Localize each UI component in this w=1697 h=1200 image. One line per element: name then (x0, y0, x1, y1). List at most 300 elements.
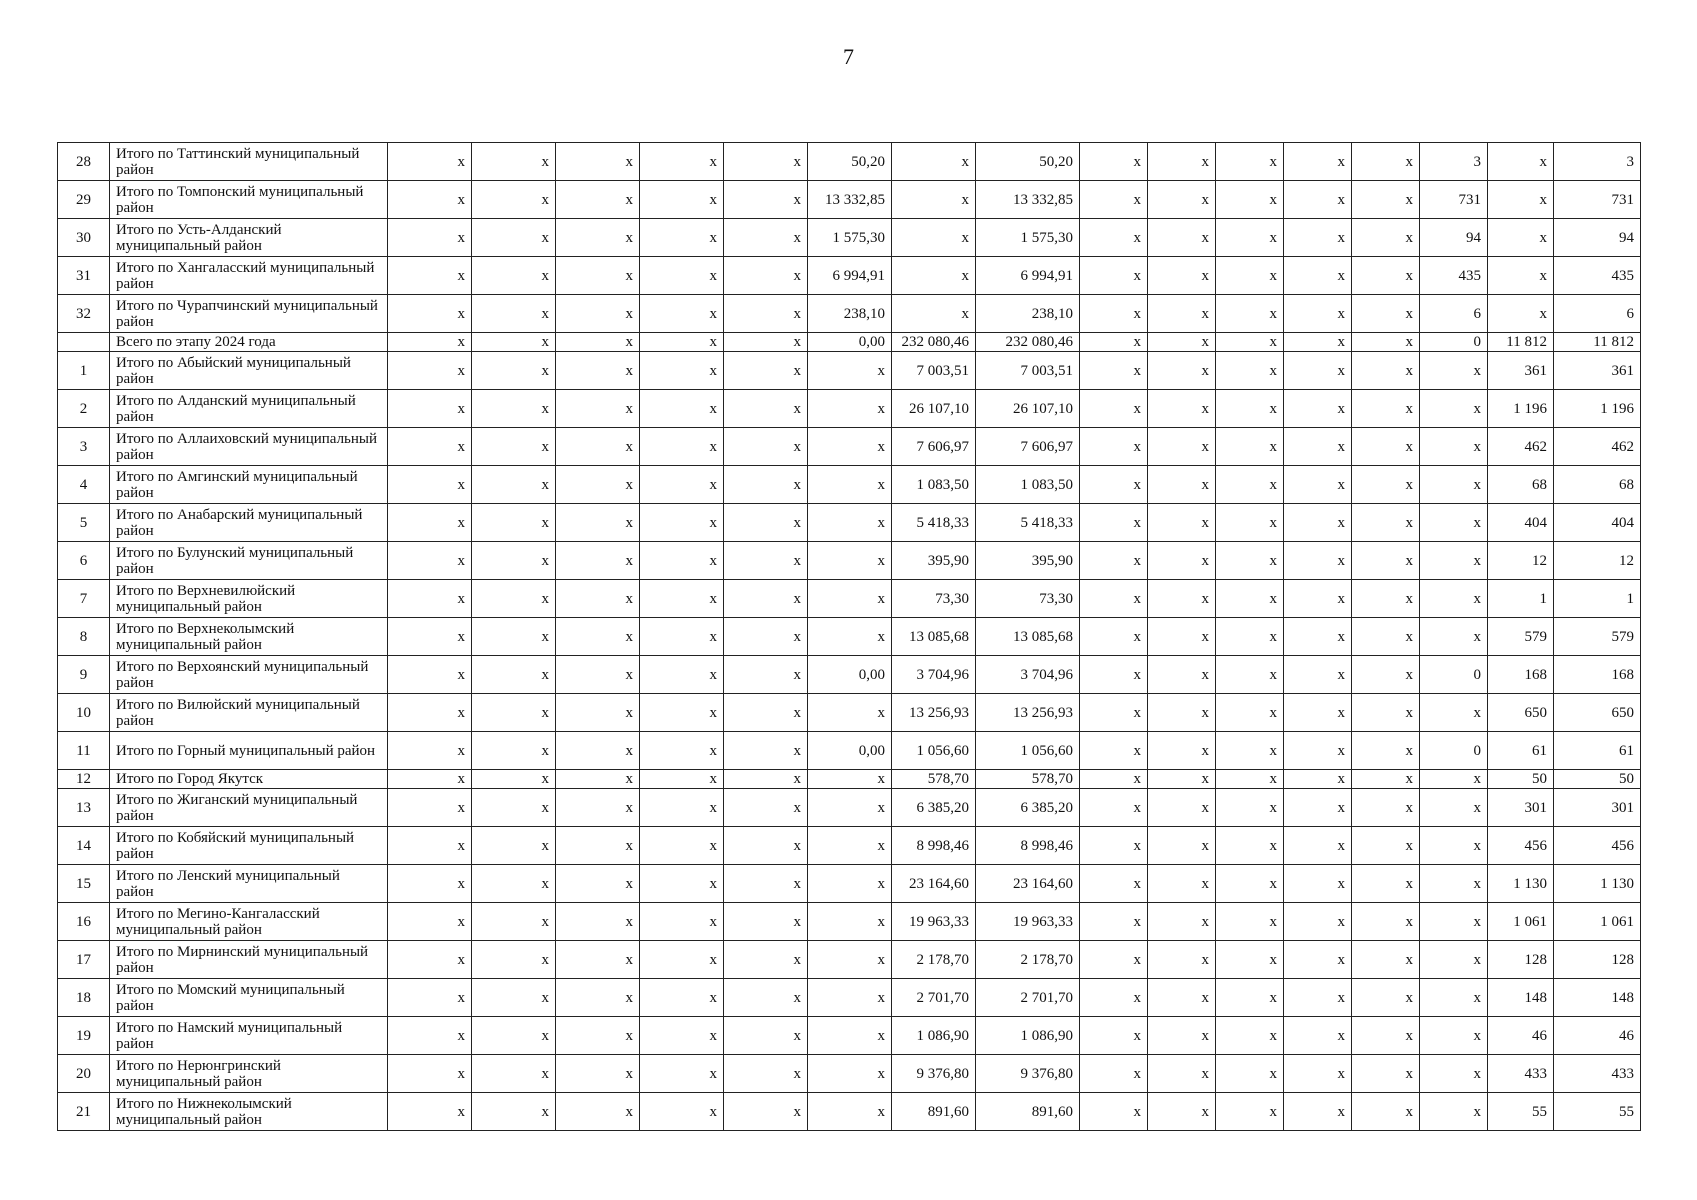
value-cell-col-13: x (1216, 941, 1284, 979)
value-cell-col-17: 1 130 (1488, 865, 1554, 903)
value-cell-col-7: x (724, 1055, 808, 1093)
value-cell-col-11: x (1080, 789, 1148, 827)
value-cell-col-18: 1 (1554, 580, 1641, 618)
value-cell-col-14: x (1284, 504, 1352, 542)
table-row (58, 1017, 1641, 1055)
value-cell-col-15: x (1352, 770, 1420, 789)
value-cell-col-3: x (388, 865, 472, 903)
value-cell-col-17: 168 (1488, 656, 1554, 694)
value-cell-col-13: x (1216, 466, 1284, 504)
value-cell-col-13: x (1216, 903, 1284, 941)
value-cell-col-7: x (724, 181, 808, 219)
table-row (58, 1055, 1641, 1093)
value-cell-col-6: x (640, 732, 724, 770)
value-cell-col-3: x (388, 1093, 472, 1131)
value-cell-col-10: 3 704,96 (976, 656, 1080, 694)
table-row (58, 865, 1641, 903)
value-cell-col-9: 5 418,33 (892, 504, 976, 542)
value-cell-col-16: 0 (1420, 333, 1488, 352)
report-table (57, 142, 1641, 1131)
row-number: 3 (58, 428, 110, 466)
value-cell-col-5: x (556, 789, 640, 827)
value-cell-col-9: 13 085,68 (892, 618, 976, 656)
district-name: Итого по Верхоянский муниципальный район (110, 656, 388, 694)
value-cell-col-13: x (1216, 542, 1284, 580)
value-cell-col-12: x (1148, 295, 1216, 333)
value-cell-col-17: x (1488, 181, 1554, 219)
value-cell-col-18: 46 (1554, 1017, 1641, 1055)
value-cell-col-4: x (472, 979, 556, 1017)
value-cell-col-18: 148 (1554, 979, 1641, 1017)
value-cell-col-3: x (388, 941, 472, 979)
row-number: 32 (58, 295, 110, 333)
value-cell-col-4: x (472, 865, 556, 903)
value-cell-col-16: x (1420, 941, 1488, 979)
value-cell-col-11: x (1080, 580, 1148, 618)
district-name: Итого по Момский муниципальный район (110, 979, 388, 1017)
value-cell-col-13: x (1216, 143, 1284, 181)
value-cell-col-10: 19 963,33 (976, 903, 1080, 941)
value-cell-col-14: x (1284, 941, 1352, 979)
value-cell-col-9: 1 083,50 (892, 466, 976, 504)
value-cell-col-8: x (808, 618, 892, 656)
table-row (58, 428, 1641, 466)
value-cell-col-10: 2 701,70 (976, 979, 1080, 1017)
value-cell-col-10: 6 994,91 (976, 257, 1080, 295)
district-name: Итого по Хангаласский муниципальный район (110, 257, 388, 295)
value-cell-col-18: 579 (1554, 618, 1641, 656)
value-cell-col-10: 891,60 (976, 1093, 1080, 1131)
value-cell-col-8: x (808, 390, 892, 428)
value-cell-col-16: x (1420, 827, 1488, 865)
value-cell-col-3: x (388, 656, 472, 694)
value-cell-col-13: x (1216, 618, 1284, 656)
value-cell-col-15: x (1352, 580, 1420, 618)
table-row (58, 466, 1641, 504)
value-cell-col-6: x (640, 143, 724, 181)
value-cell-col-18: 361 (1554, 352, 1641, 390)
value-cell-col-18: 6 (1554, 295, 1641, 333)
value-cell-col-4: x (472, 827, 556, 865)
value-cell-col-16: 6 (1420, 295, 1488, 333)
value-cell-col-10: 13 085,68 (976, 618, 1080, 656)
value-cell-col-3: x (388, 390, 472, 428)
table-row (58, 656, 1641, 694)
value-cell-col-15: x (1352, 903, 1420, 941)
value-cell-col-9: 2 178,70 (892, 941, 976, 979)
value-cell-col-7: x (724, 732, 808, 770)
row-number: 5 (58, 504, 110, 542)
district-name: Итого по Ленский муниципальный район (110, 865, 388, 903)
value-cell-col-12: x (1148, 903, 1216, 941)
value-cell-col-8: 238,10 (808, 295, 892, 333)
value-cell-col-13: x (1216, 827, 1284, 865)
table-row (58, 542, 1641, 580)
value-cell-col-11: x (1080, 618, 1148, 656)
value-cell-col-15: x (1352, 466, 1420, 504)
value-cell-col-6: x (640, 941, 724, 979)
value-cell-col-8: 0,00 (808, 333, 892, 352)
table-row (58, 580, 1641, 618)
value-cell-col-4: x (472, 257, 556, 295)
table-row (58, 295, 1641, 333)
value-cell-col-8: x (808, 789, 892, 827)
value-cell-col-12: x (1148, 618, 1216, 656)
value-cell-col-10: 6 385,20 (976, 789, 1080, 827)
value-cell-col-3: x (388, 352, 472, 390)
value-cell-col-5: x (556, 732, 640, 770)
value-cell-col-7: x (724, 656, 808, 694)
value-cell-col-8: x (808, 1017, 892, 1055)
value-cell-col-16: 0 (1420, 732, 1488, 770)
value-cell-col-5: x (556, 181, 640, 219)
value-cell-col-7: x (724, 979, 808, 1017)
value-cell-col-4: x (472, 352, 556, 390)
value-cell-col-12: x (1148, 333, 1216, 352)
value-cell-col-3: x (388, 770, 472, 789)
row-number: 30 (58, 219, 110, 257)
value-cell-col-5: x (556, 656, 640, 694)
value-cell-col-13: x (1216, 580, 1284, 618)
district-name: Итого по Усть-Алданский муниципальный район (110, 219, 388, 257)
value-cell-col-16: x (1420, 979, 1488, 1017)
value-cell-col-8: 0,00 (808, 656, 892, 694)
value-cell-col-11: x (1080, 143, 1148, 181)
row-number (58, 333, 110, 352)
value-cell-col-15: x (1352, 143, 1420, 181)
value-cell-col-15: x (1352, 789, 1420, 827)
value-cell-col-12: x (1148, 732, 1216, 770)
value-cell-col-6: x (640, 1093, 724, 1131)
value-cell-col-15: x (1352, 257, 1420, 295)
value-cell-col-5: x (556, 979, 640, 1017)
value-cell-col-17: x (1488, 143, 1554, 181)
value-cell-col-7: x (724, 333, 808, 352)
value-cell-col-16: 435 (1420, 257, 1488, 295)
district-name: Итого по Анабарский муниципальный район (110, 504, 388, 542)
value-cell-col-16: x (1420, 542, 1488, 580)
value-cell-col-13: x (1216, 1017, 1284, 1055)
value-cell-col-15: x (1352, 865, 1420, 903)
value-cell-col-3: x (388, 979, 472, 1017)
value-cell-col-11: x (1080, 865, 1148, 903)
value-cell-col-5: x (556, 770, 640, 789)
value-cell-col-12: x (1148, 390, 1216, 428)
value-cell-col-6: x (640, 865, 724, 903)
table-row (58, 827, 1641, 865)
value-cell-col-14: x (1284, 466, 1352, 504)
value-cell-col-10: 1 575,30 (976, 219, 1080, 257)
value-cell-col-11: x (1080, 542, 1148, 580)
value-cell-col-8: x (808, 903, 892, 941)
value-cell-col-12: x (1148, 352, 1216, 390)
value-cell-col-8: x (808, 827, 892, 865)
value-cell-col-13: x (1216, 181, 1284, 219)
row-number: 18 (58, 979, 110, 1017)
value-cell-col-13: x (1216, 428, 1284, 466)
value-cell-col-4: x (472, 903, 556, 941)
value-cell-col-13: x (1216, 979, 1284, 1017)
row-number: 31 (58, 257, 110, 295)
value-cell-col-6: x (640, 903, 724, 941)
value-cell-col-4: x (472, 504, 556, 542)
value-cell-col-4: x (472, 656, 556, 694)
value-cell-col-6: x (640, 295, 724, 333)
value-cell-col-18: 12 (1554, 542, 1641, 580)
value-cell-col-17: 650 (1488, 694, 1554, 732)
value-cell-col-17: 148 (1488, 979, 1554, 1017)
value-cell-col-10: 395,90 (976, 542, 1080, 580)
value-cell-col-16: x (1420, 1017, 1488, 1055)
value-cell-col-3: x (388, 618, 472, 656)
value-cell-col-15: x (1352, 1017, 1420, 1055)
value-cell-col-14: x (1284, 181, 1352, 219)
value-cell-col-4: x (472, 1055, 556, 1093)
value-cell-col-6: x (640, 580, 724, 618)
value-cell-col-6: x (640, 789, 724, 827)
value-cell-col-11: x (1080, 352, 1148, 390)
value-cell-col-12: x (1148, 789, 1216, 827)
value-cell-col-8: x (808, 979, 892, 1017)
value-cell-col-14: x (1284, 1055, 1352, 1093)
value-cell-col-9: 1 086,90 (892, 1017, 976, 1055)
district-name: Итого по Алданский муниципальный район (110, 390, 388, 428)
table-row (58, 979, 1641, 1017)
value-cell-col-17: 128 (1488, 941, 1554, 979)
value-cell-col-9: x (892, 257, 976, 295)
value-cell-col-18: 50 (1554, 770, 1641, 789)
district-name: Итого по Вилюйский муниципальный район (110, 694, 388, 732)
value-cell-col-11: x (1080, 656, 1148, 694)
table-row (58, 143, 1641, 181)
value-cell-col-15: x (1352, 656, 1420, 694)
value-cell-col-13: x (1216, 1055, 1284, 1093)
value-cell-col-8: 13 332,85 (808, 181, 892, 219)
value-cell-col-7: x (724, 295, 808, 333)
value-cell-col-13: x (1216, 865, 1284, 903)
value-cell-col-15: x (1352, 941, 1420, 979)
table-row (58, 941, 1641, 979)
table-row (58, 618, 1641, 656)
value-cell-col-7: x (724, 504, 808, 542)
value-cell-col-10: 7 003,51 (976, 352, 1080, 390)
value-cell-col-6: x (640, 542, 724, 580)
value-cell-col-14: x (1284, 352, 1352, 390)
value-cell-col-12: x (1148, 143, 1216, 181)
value-cell-col-13: x (1216, 789, 1284, 827)
value-cell-col-9: 26 107,10 (892, 390, 976, 428)
value-cell-col-16: x (1420, 903, 1488, 941)
value-cell-col-16: 731 (1420, 181, 1488, 219)
value-cell-col-18: 3 (1554, 143, 1641, 181)
value-cell-col-12: x (1148, 504, 1216, 542)
value-cell-col-6: x (640, 1017, 724, 1055)
value-cell-col-5: x (556, 390, 640, 428)
value-cell-col-4: x (472, 941, 556, 979)
row-number: 28 (58, 143, 110, 181)
value-cell-col-6: x (640, 181, 724, 219)
value-cell-col-13: x (1216, 694, 1284, 732)
value-cell-col-12: x (1148, 979, 1216, 1017)
value-cell-col-10: 13 256,93 (976, 694, 1080, 732)
value-cell-col-11: x (1080, 979, 1148, 1017)
value-cell-col-12: x (1148, 827, 1216, 865)
value-cell-col-8: x (808, 542, 892, 580)
value-cell-col-18: 1 061 (1554, 903, 1641, 941)
value-cell-col-4: x (472, 580, 556, 618)
value-cell-col-9: 1 056,60 (892, 732, 976, 770)
value-cell-col-7: x (724, 789, 808, 827)
value-cell-col-14: x (1284, 865, 1352, 903)
value-cell-col-15: x (1352, 333, 1420, 352)
value-cell-col-5: x (556, 428, 640, 466)
value-cell-col-9: x (892, 181, 976, 219)
value-cell-col-6: x (640, 390, 724, 428)
row-number: 14 (58, 827, 110, 865)
value-cell-col-17: 1 196 (1488, 390, 1554, 428)
district-name: Итого по Верхневилюйский муниципальный район (110, 580, 388, 618)
value-cell-col-11: x (1080, 181, 1148, 219)
value-cell-col-18: 68 (1554, 466, 1641, 504)
value-cell-col-3: x (388, 1017, 472, 1055)
value-cell-col-9: x (892, 143, 976, 181)
value-cell-col-10: 23 164,60 (976, 865, 1080, 903)
value-cell-col-17: x (1488, 257, 1554, 295)
value-cell-col-11: x (1080, 466, 1148, 504)
value-cell-col-10: 26 107,10 (976, 390, 1080, 428)
value-cell-col-16: x (1420, 865, 1488, 903)
district-name: Итого по Булунский муниципальный район (110, 542, 388, 580)
value-cell-col-12: x (1148, 656, 1216, 694)
value-cell-col-12: x (1148, 941, 1216, 979)
value-cell-col-16: 0 (1420, 656, 1488, 694)
value-cell-col-15: x (1352, 979, 1420, 1017)
value-cell-col-15: x (1352, 428, 1420, 466)
value-cell-col-18: 94 (1554, 219, 1641, 257)
value-cell-col-4: x (472, 770, 556, 789)
value-cell-col-12: x (1148, 865, 1216, 903)
value-cell-col-13: x (1216, 219, 1284, 257)
value-cell-col-4: x (472, 295, 556, 333)
value-cell-col-11: x (1080, 257, 1148, 295)
value-cell-col-16: x (1420, 618, 1488, 656)
value-cell-col-17: 46 (1488, 1017, 1554, 1055)
value-cell-col-6: x (640, 618, 724, 656)
value-cell-col-6: x (640, 257, 724, 295)
value-cell-col-7: x (724, 143, 808, 181)
value-cell-col-11: x (1080, 732, 1148, 770)
value-cell-col-7: x (724, 1093, 808, 1131)
value-cell-col-6: x (640, 428, 724, 466)
value-cell-col-17: 579 (1488, 618, 1554, 656)
value-cell-col-3: x (388, 694, 472, 732)
value-cell-col-15: x (1352, 1055, 1420, 1093)
value-cell-col-18: 55 (1554, 1093, 1641, 1131)
value-cell-col-17: 68 (1488, 466, 1554, 504)
value-cell-col-14: x (1284, 333, 1352, 352)
value-cell-col-16: x (1420, 789, 1488, 827)
value-cell-col-17: 433 (1488, 1055, 1554, 1093)
value-cell-col-4: x (472, 694, 556, 732)
value-cell-col-14: x (1284, 295, 1352, 333)
value-cell-col-9: 578,70 (892, 770, 976, 789)
value-cell-col-14: x (1284, 827, 1352, 865)
value-cell-col-15: x (1352, 542, 1420, 580)
value-cell-col-9: 9 376,80 (892, 1055, 976, 1093)
value-cell-col-13: x (1216, 390, 1284, 428)
value-cell-col-11: x (1080, 1017, 1148, 1055)
value-cell-col-13: x (1216, 770, 1284, 789)
value-cell-col-17: 1 061 (1488, 903, 1554, 941)
value-cell-col-18: 462 (1554, 428, 1641, 466)
value-cell-col-5: x (556, 827, 640, 865)
district-name: Итого по Верхнеколымский муниципальный район (110, 618, 388, 656)
value-cell-col-11: x (1080, 219, 1148, 257)
district-name: Итого по Город Якутск (110, 770, 388, 789)
value-cell-col-10: 1 086,90 (976, 1017, 1080, 1055)
value-cell-col-17: x (1488, 295, 1554, 333)
value-cell-col-16: x (1420, 1055, 1488, 1093)
district-name: Итого по Жиганский муниципальный район (110, 789, 388, 827)
value-cell-col-13: x (1216, 1093, 1284, 1131)
value-cell-col-4: x (472, 181, 556, 219)
value-cell-col-16: x (1420, 466, 1488, 504)
value-cell-col-4: x (472, 618, 556, 656)
value-cell-col-15: x (1352, 352, 1420, 390)
value-cell-col-8: 1 575,30 (808, 219, 892, 257)
value-cell-col-3: x (388, 295, 472, 333)
value-cell-col-3: x (388, 428, 472, 466)
value-cell-col-4: x (472, 428, 556, 466)
row-number: 4 (58, 466, 110, 504)
value-cell-col-17: 404 (1488, 504, 1554, 542)
table-row (58, 732, 1641, 770)
value-cell-col-9: x (892, 295, 976, 333)
value-cell-col-7: x (724, 542, 808, 580)
value-cell-col-5: x (556, 618, 640, 656)
district-name: Всего по этапу 2024 года (110, 333, 388, 352)
value-cell-col-11: x (1080, 295, 1148, 333)
value-cell-col-16: x (1420, 428, 1488, 466)
value-cell-col-14: x (1284, 789, 1352, 827)
value-cell-col-3: x (388, 542, 472, 580)
value-cell-col-7: x (724, 903, 808, 941)
value-cell-col-17: 1 (1488, 580, 1554, 618)
value-cell-col-4: x (472, 1017, 556, 1055)
value-cell-col-3: x (388, 504, 472, 542)
value-cell-col-12: x (1148, 219, 1216, 257)
value-cell-col-7: x (724, 694, 808, 732)
value-cell-col-4: x (472, 1093, 556, 1131)
value-cell-col-3: x (388, 580, 472, 618)
value-cell-col-12: x (1148, 428, 1216, 466)
value-cell-col-14: x (1284, 257, 1352, 295)
value-cell-col-4: x (472, 333, 556, 352)
value-cell-col-17: 55 (1488, 1093, 1554, 1131)
value-cell-col-17: 361 (1488, 352, 1554, 390)
value-cell-col-14: x (1284, 428, 1352, 466)
value-cell-col-12: x (1148, 580, 1216, 618)
value-cell-col-18: 168 (1554, 656, 1641, 694)
value-cell-col-6: x (640, 333, 724, 352)
value-cell-col-16: x (1420, 352, 1488, 390)
value-cell-col-8: x (808, 428, 892, 466)
value-cell-col-12: x (1148, 257, 1216, 295)
value-cell-col-10: 5 418,33 (976, 504, 1080, 542)
value-cell-col-17: 456 (1488, 827, 1554, 865)
value-cell-col-9: 232 080,46 (892, 333, 976, 352)
district-name: Итого по Томпонский муниципальный район (110, 181, 388, 219)
